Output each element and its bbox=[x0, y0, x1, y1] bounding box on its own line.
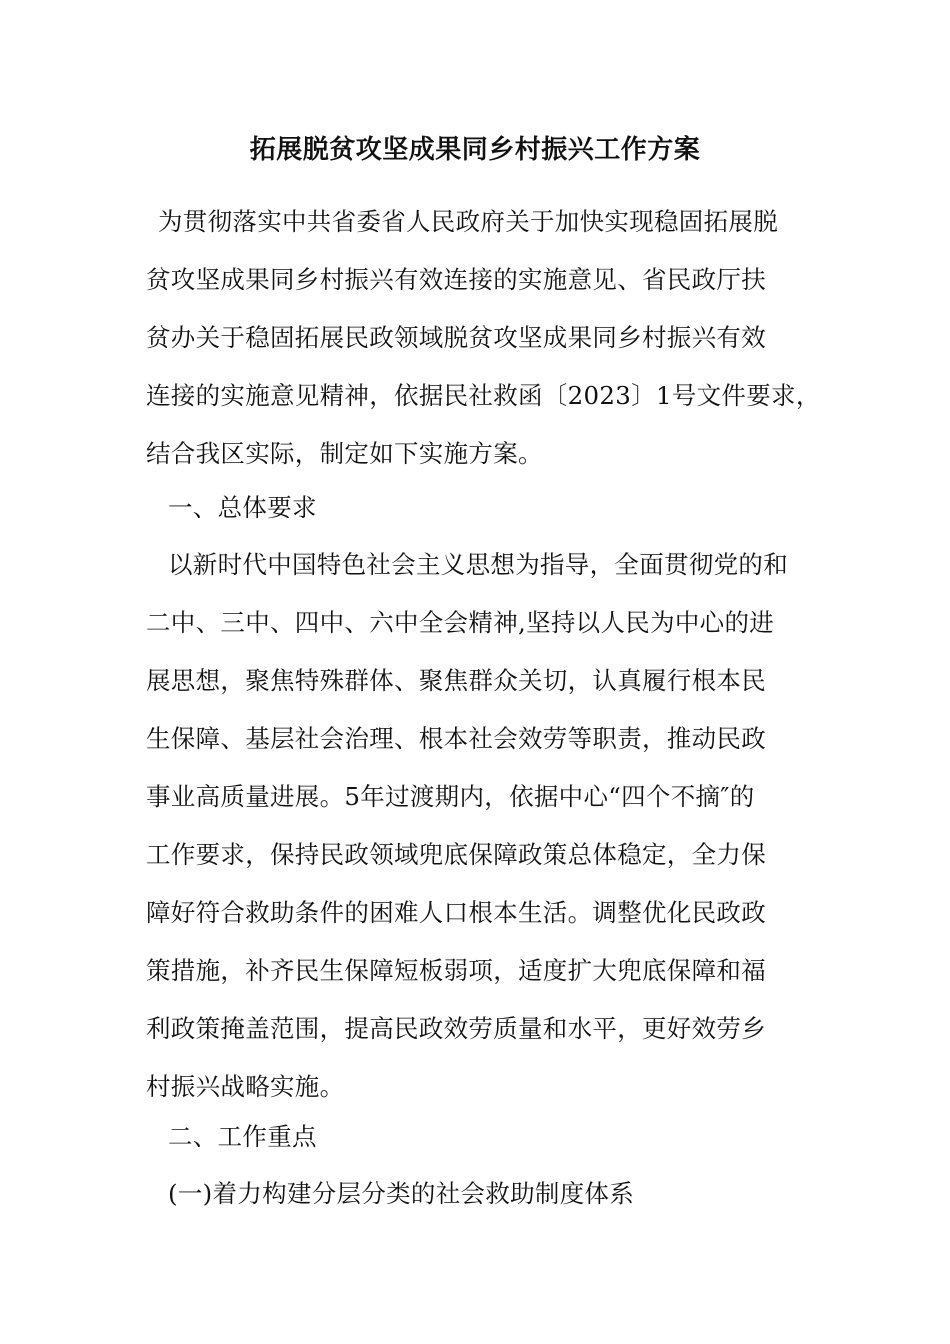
text-line: 二中、三中、四中、六中全会精神,坚持以人民为中心的进 bbox=[146, 608, 775, 637]
text-line: 为贯彻落实中共省委省人民政府关于加快实现稳固拓展脱 bbox=[158, 207, 778, 236]
section-heading-work-focus bbox=[146, 1108, 836, 1166]
text-line: 障好符合救助条件的困难人口根本生活。调整优化民政政 bbox=[146, 898, 766, 927]
text-line: 贫办关于稳固拓展民政领域脱贫攻坚成果同乡村振兴有效 bbox=[146, 323, 766, 352]
text-line: 连接的实施意见精神，依据民社救函〔2023〕1号文件要求， bbox=[146, 381, 821, 410]
text-line: 展思想，聚焦特殊群体、聚焦群众关切，认真履行根本民 bbox=[146, 666, 766, 695]
text-line: 以新时代中国特色社会主义思想为指导，全面贯彻党的和 bbox=[168, 550, 788, 579]
text-line: 二、工作重点 bbox=[168, 1122, 317, 1151]
text-line: 贫攻坚成果同乡村振兴有效连接的实施意见、省民政厅扶 bbox=[146, 265, 766, 294]
text-line: 村振兴战略实施。 bbox=[146, 1072, 345, 1101]
paragraph-intro bbox=[146, 193, 836, 483]
text-line: 策措施，补齐民生保障短板弱项，适度扩大兜底保障和福 bbox=[146, 956, 766, 985]
subsection-heading-social-assistance bbox=[146, 1165, 836, 1223]
text-line: 生保障、基层社会治理、根本社会效劳等职责，推动民政 bbox=[146, 724, 766, 753]
text-line: 利政策掩盖范围，提高民政效劳质量和水平，更好效劳乡 bbox=[146, 1014, 766, 1043]
text-line: (一)着力构建分层分类的社会救助制度体系 bbox=[168, 1179, 635, 1208]
text-line: 一、总体要求 bbox=[168, 493, 317, 522]
text-line: 工作要求，保持民政领域兜底保障政策总体稳定，全力保 bbox=[146, 840, 766, 869]
text-line: 事业高质量进展。5年过渡期内，依据中心“四个不摘″的 bbox=[146, 782, 755, 811]
section-heading-general-requirements bbox=[146, 479, 836, 537]
document-title: 拓展脱贫攻坚成果同乡村振兴工作方案 bbox=[249, 135, 701, 165]
text-line: 结合我区实际，制定如下实施方案。 bbox=[146, 439, 543, 468]
paragraph-general-requirements bbox=[146, 536, 836, 1116]
